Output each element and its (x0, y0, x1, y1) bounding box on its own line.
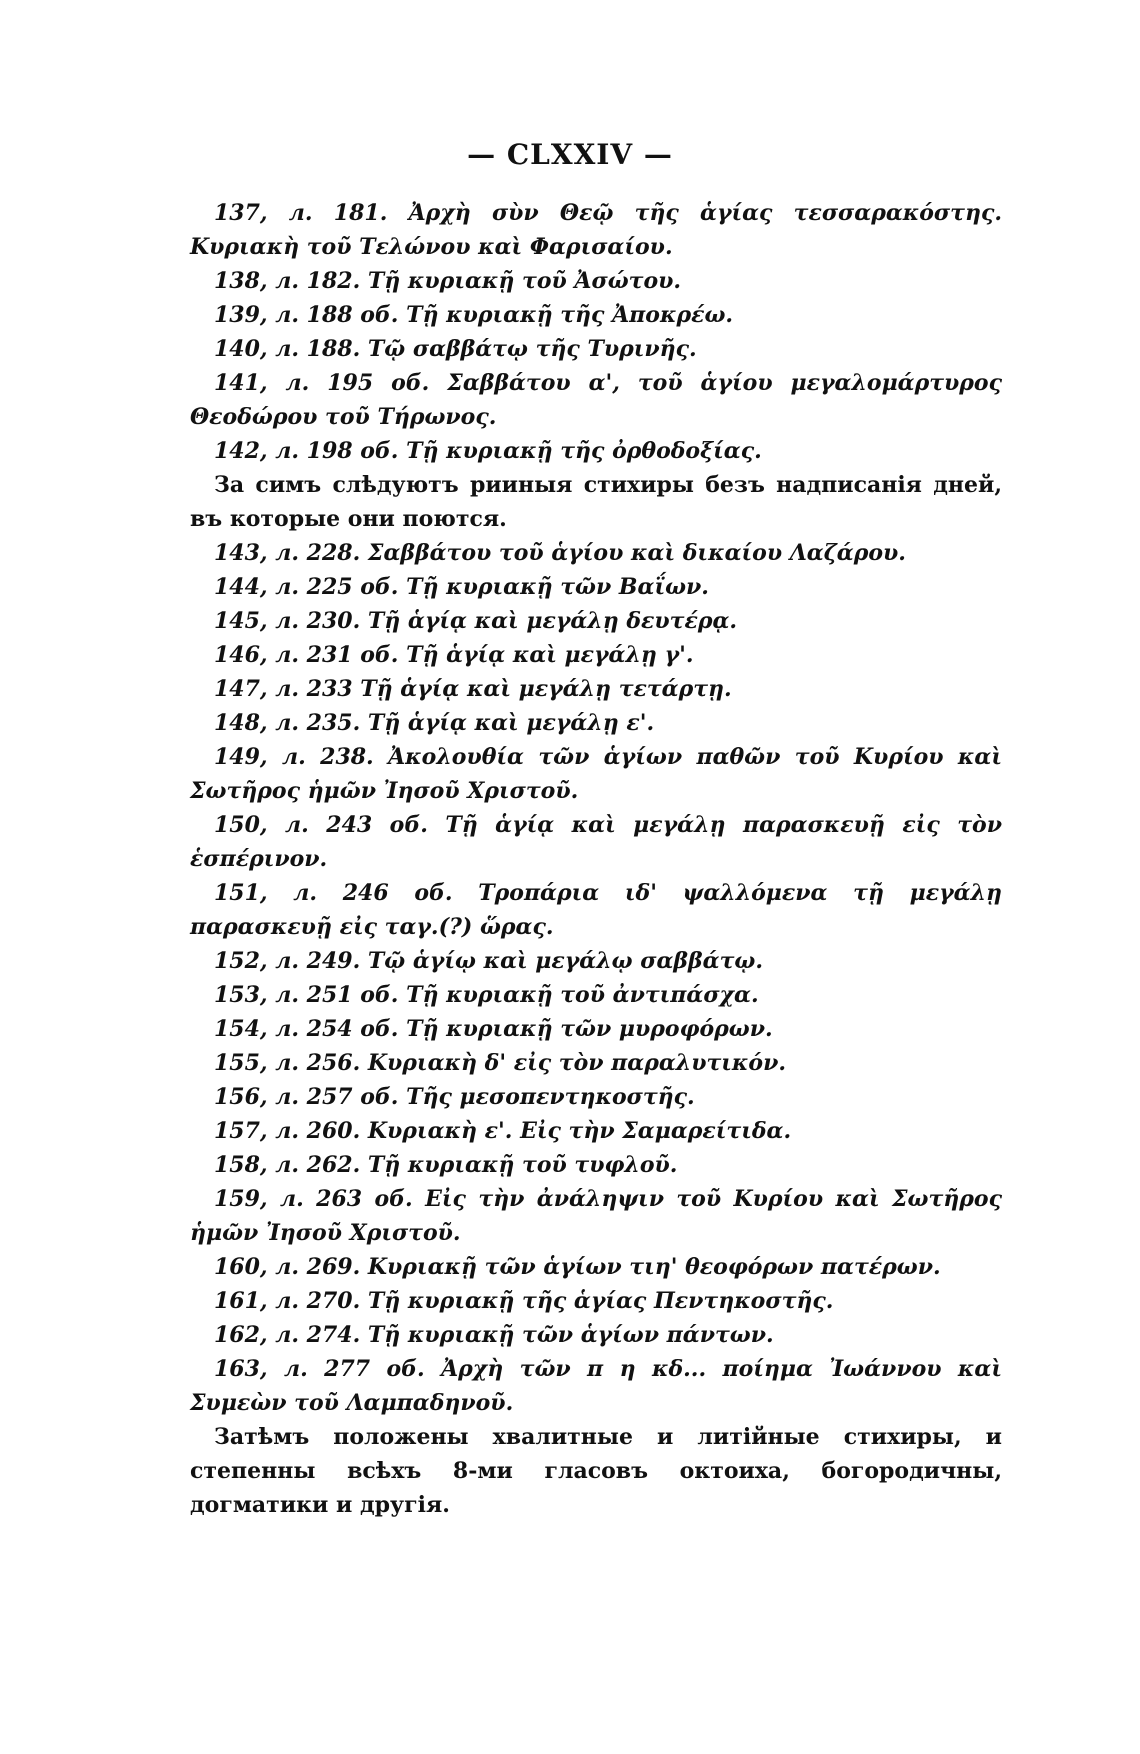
catalog-entry: 139, л. 188 об. Τῇ κυριακῇ τῆς Ἀποκρέω. (214, 302, 734, 328)
catalog-entry: 142, л. 198 об. Τῇ κυριακῇ τῆς ὀρθοδοξίας. (214, 438, 762, 464)
catalog-entry: 159, л. 263 об. Εἰς τὴν ἀνάληψιν τοῦ Κυρίου καὶ Σωτῆρος ἡμῶν Ἰησοῦ Χριστοῦ. (190, 1186, 1002, 1246)
catalog-entry: 147, л. 233 Τῇ ἁγίᾳ καὶ μεγάλῃ τετάρτῃ. (214, 676, 732, 702)
catalog-entry: 156, л. 257 об. Τῆς μεσοπεντηκοστῆς. (214, 1084, 695, 1110)
catalog-entry: 141, л. 195 об. Σαββάτου α', τοῦ ἁγίου μεγαλομάρτυρος Θεοδώρου τοῦ Τήρωνος. (190, 370, 1002, 430)
catalog-entry: 158, л. 262. Τῇ κυριακῇ τοῦ τυφλοῦ. (214, 1152, 678, 1178)
catalog-entry: 137, л. 181. Ἀρχὴ σὺν Θεῷ τῆς ἁγίας τεσσαρακόστης. Κυριακὴ τοῦ Τελώνου καὶ Φαρισαίου. (190, 200, 1002, 260)
catalog-entry: 152, л. 249. Τῷ ἁγίῳ καὶ μεγάλῳ σαββάτῳ. (214, 948, 763, 974)
catalog-entry: 148, л. 235. Τῇ ἁγίᾳ καὶ μεγάλῃ ε'. (214, 710, 655, 736)
catalog-entry: 151, л. 246 об. Τροπάρια ιδ' ψαλλόμενα τῇ μεγάλῃ παρασκευῇ εἰς ταγ.(?) ὥρας. (190, 880, 1002, 940)
catalog-entry: 143, л. 228. Σαββάτου τοῦ ἁγίου καὶ δικαίου Λαζάρου. (214, 540, 906, 566)
catalog-entry: 144, л. 225 об. Τῇ κυριακῇ τῶν Βαΐων. (214, 574, 709, 600)
catalog-entry: 162, л. 274. Τῇ κυριακῇ τῶν ἁγίων πάντων. (214, 1322, 774, 1348)
catalog-entry: 163, л. 277 об. Ἀρχὴ τῶν π η κδ... ποίημα Ἰωάννου καὶ Συμεὼν τοῦ Λαμπαδηνοῦ. (190, 1356, 1002, 1416)
catalog-entry: 138, л. 182. Τῇ κυριακῇ τοῦ Ἀσώτου. (214, 268, 682, 294)
catalog-entry: 140, л. 188. Τῷ σαββάτῳ τῆς Τυρινῆς. (214, 336, 697, 362)
catalog-text (190, 196, 1002, 1522)
page-header: — CLXXIV — (467, 138, 673, 171)
catalog-entry: 161, л. 270. Τῇ κυριακῇ τῆς ἁγίας Πεντηκοστῆς. (214, 1288, 834, 1314)
catalog-entry: 157, л. 260. Κυριακὴ ε'. Εἰς τὴν Σαμαρείτιδα. (214, 1118, 792, 1144)
catalog-entry: 153, л. 251 об. Τῇ κυριακῇ τοῦ ἀντιπάσχα. (214, 982, 759, 1008)
catalog-entry: 154, л. 254 об. Τῇ κυριακῇ τῶν μυροφόρων. (214, 1016, 773, 1042)
catalog-note: За симъ слѣдуютъ рииныя стихиры безъ надписанія дней, въ которые они поются. (190, 472, 1002, 532)
catalog-entry: 160, л. 269. Κυριακῇ τῶν ἁγίων τιη' θεοφόρων πατέρων. (214, 1254, 941, 1280)
catalog-entry: 155, л. 256. Κυριακὴ δ' εἰς τὸν παραλυτικόν. (214, 1050, 786, 1076)
catalog-entry: 145, л. 230. Τῇ ἁγίᾳ καὶ μεγάλῃ δευτέρᾳ. (214, 608, 738, 634)
catalog-entry: 150, л. 243 об. Τῇ ἁγίᾳ καὶ μεγάλῃ παρασκευῇ εἰς τὸν ἑσπέρινον. (190, 812, 1002, 872)
catalog-entry: 146, л. 231 об. Τῇ ἁγίᾳ καὶ μεγάλῃ γ'. (214, 642, 694, 668)
closing-note: Затѣмъ положены хвалитные и литійные стихиры, и степенны всѣхъ 8-ми гласовъ октоиха, богородичны, догматики и другія. (190, 1424, 1002, 1518)
catalog-entry: 149, л. 238. Ἀκολουθία τῶν ἁγίων παθῶν τοῦ Κυρίου καὶ Σωτῆρος ἡμῶν Ἰησοῦ Χριστοῦ. (190, 744, 1002, 804)
